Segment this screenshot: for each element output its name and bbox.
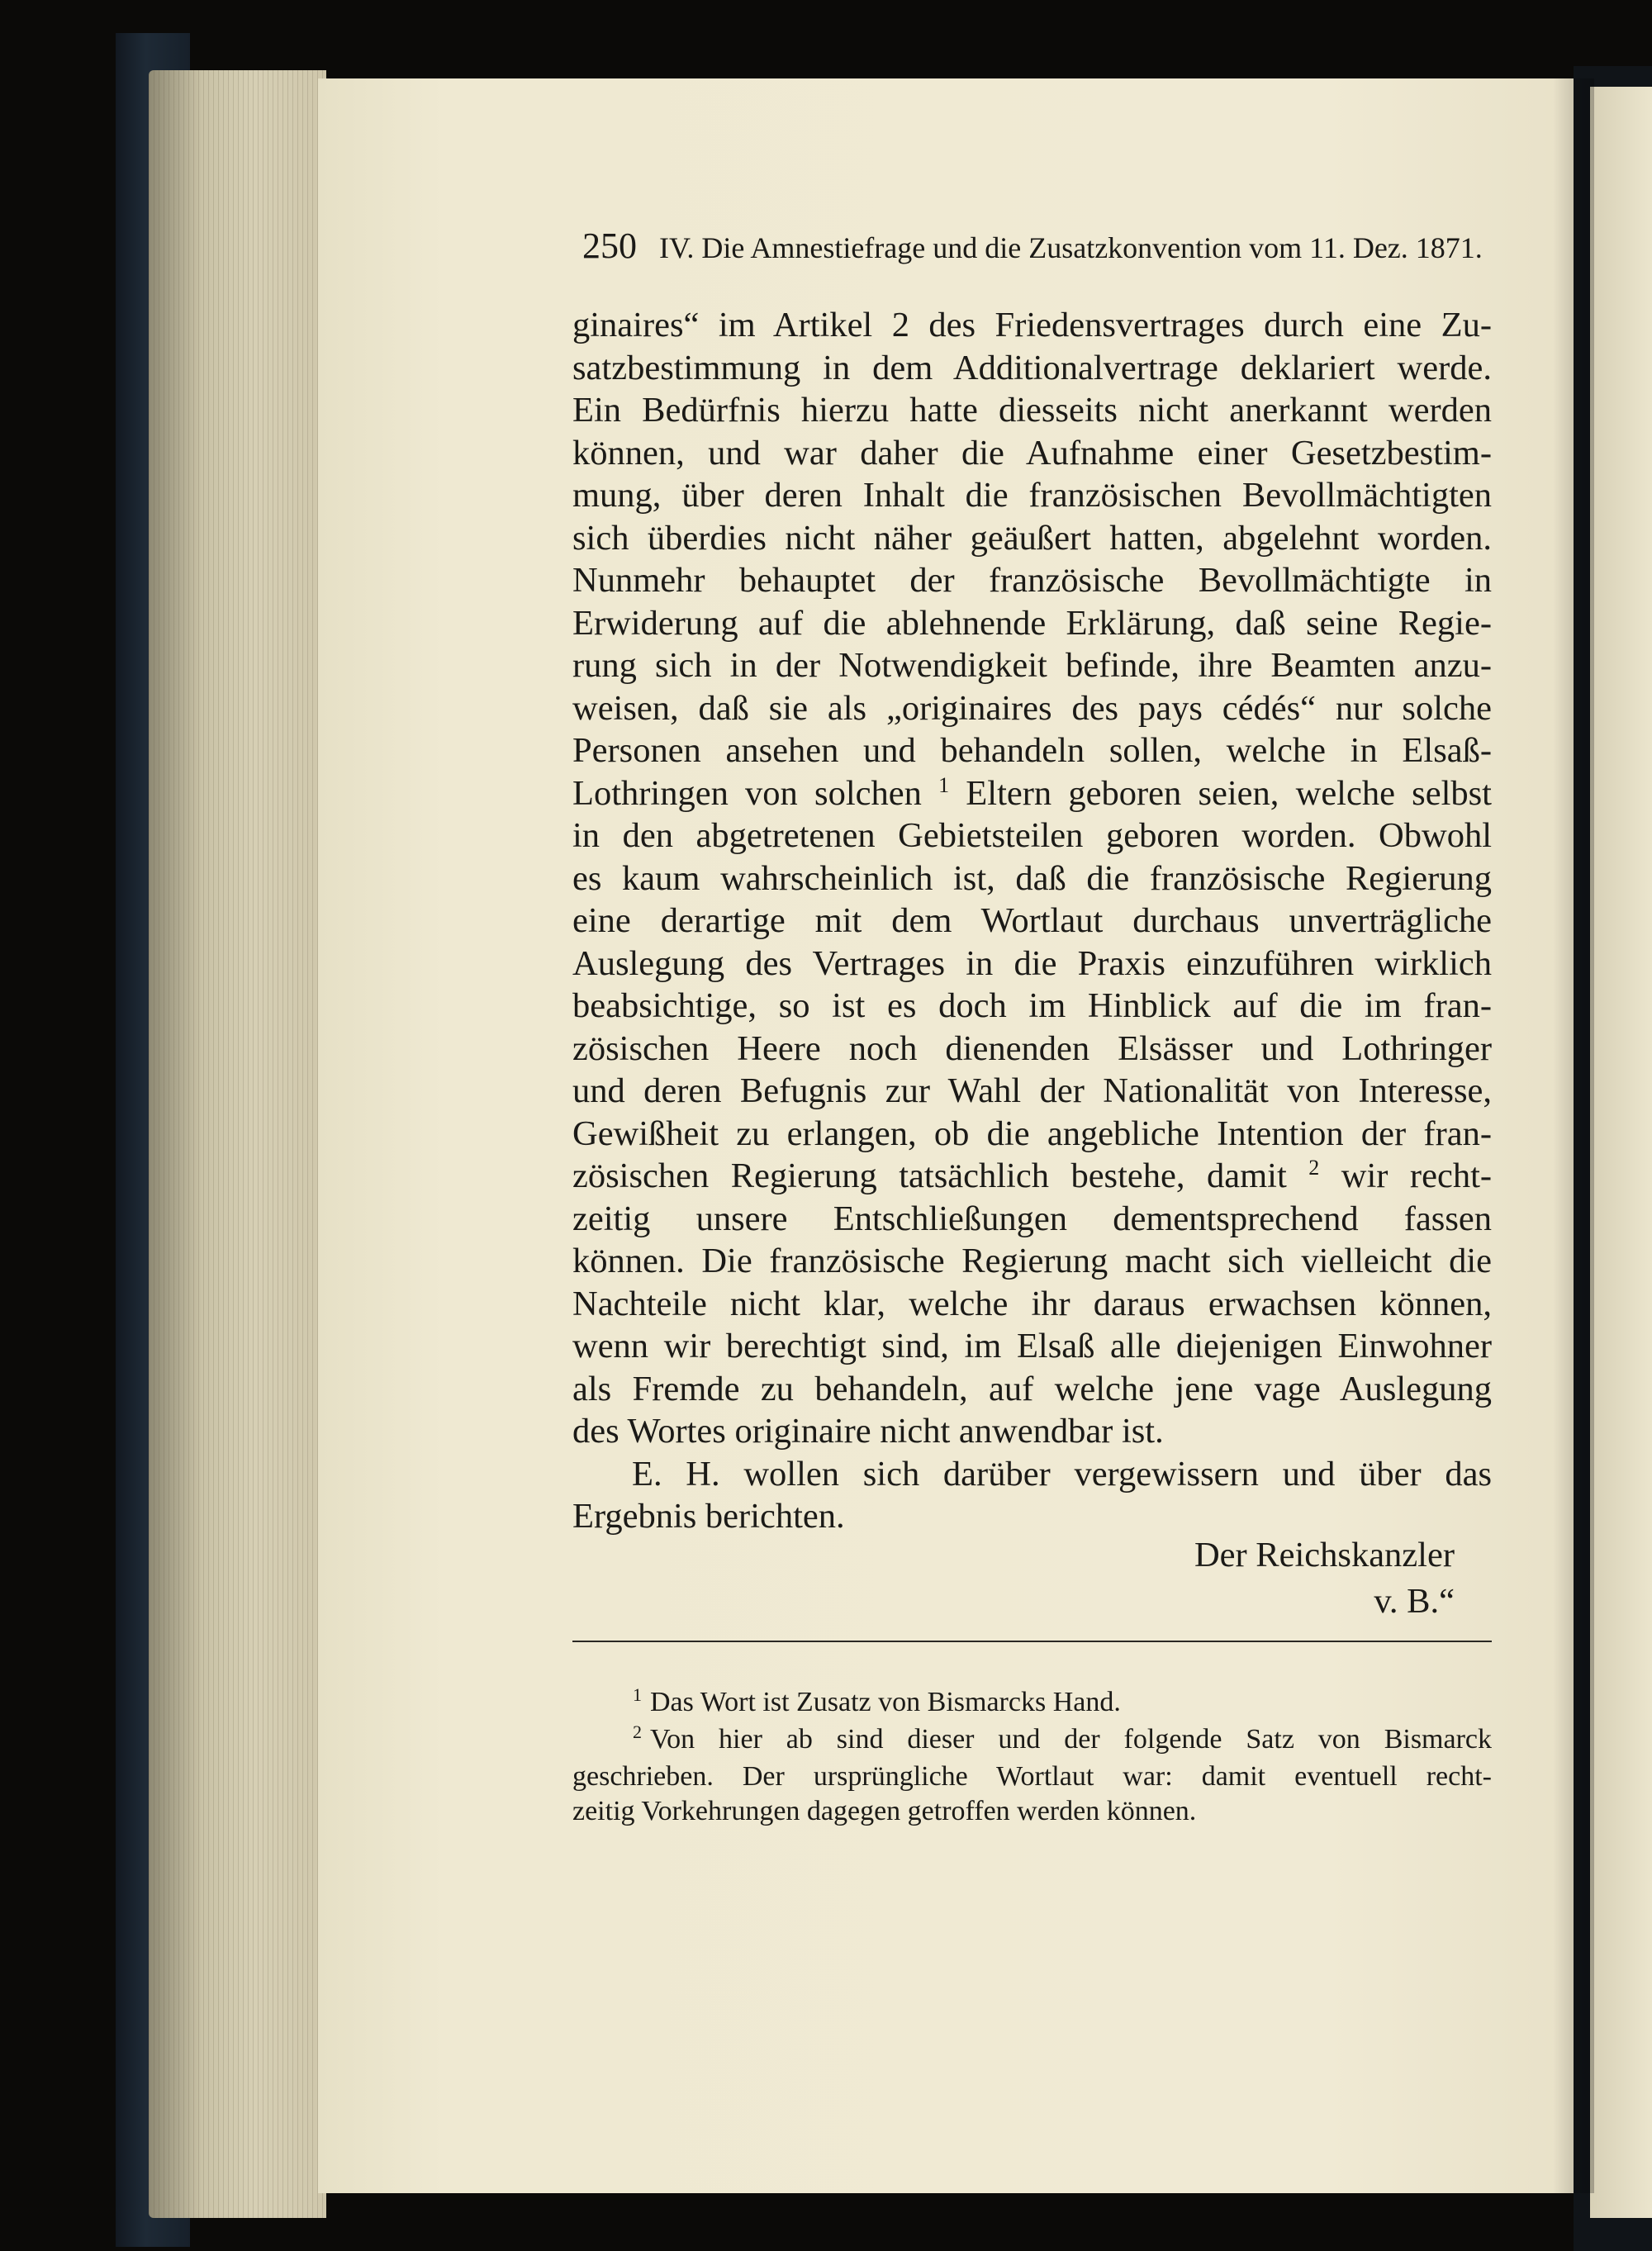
text-line: mung, über deren Inhalt die französischen Bevollmächtigten — [572, 476, 1492, 515]
text-line-with-footnote-ref — [572, 1155, 1492, 1198]
text-line: Nachteile nicht klar, welche ihr daraus erwachsen können, — [572, 1284, 1492, 1323]
text-line: beabsichtige, so ist es doch im Hinblick auf die im fran- — [572, 986, 1492, 1025]
text-fragment: Eltern geboren seien, welche selbst — [966, 773, 1492, 813]
signature-title: Der Reichskanzler — [1194, 1536, 1455, 1574]
footnote-text: Das Wort ist Zusatz von Bismarcks Hand. — [650, 1687, 1121, 1717]
stacked-page-edges — [149, 70, 326, 2218]
footnote-1 — [572, 1685, 1492, 1722]
text-line: wenn wir berechtigt sind, im Elsaß alle diejenigen Einwohner — [572, 1327, 1492, 1365]
text-line: zösischen Heere noch dienenden Elsässer und Lothringer — [572, 1028, 1492, 1068]
text-line: können. Die französische Regierung macht sich vielleicht die — [572, 1242, 1492, 1280]
text-line: Nunmehr behauptet der französische Bevollmächtigte in — [572, 561, 1492, 600]
text-line: weisen, daß sie als „originaires des pays cédés“ nur solche — [572, 688, 1492, 728]
text-line: eine derartige mit dem Wortlaut durchaus unverträgliche — [572, 901, 1492, 940]
text-line: Ein Bedürfnis hierzu hatte diesseits nicht anerkannt werden — [572, 391, 1492, 430]
signature-initials: v. B.“ — [1374, 1582, 1455, 1621]
text-line: Auslegung des Vertrages in die Praxis einzuführen wirklich — [572, 943, 1492, 983]
signature-block — [572, 1532, 1492, 1625]
text-line: es kaum wahrscheinlich ist, daß die französische Regierung — [572, 858, 1492, 898]
footnote-2-line: geschrieben. Der ursprüngliche Wortlaut war: damit eventuell recht- — [572, 1761, 1492, 1792]
running-head — [582, 225, 1491, 267]
footnote-text: Von hier ab sind dieser und der folgende Satz von Bismarck — [650, 1724, 1492, 1755]
text-line: Ergebnis berichten. — [572, 1497, 845, 1536]
text-line: satzbestimmung in dem Additionalvertrage deklariert werde. — [572, 348, 1492, 387]
footnote-reference-2: 2 — [1308, 1156, 1320, 1180]
text-line: in den abgetretenen Gebietsteilen geboren worden. Obwohl — [572, 816, 1492, 855]
text-fragment: zösischen Regierung tatsächlich bestehe, damit — [572, 1156, 1287, 1195]
text-line-with-footnote-ref — [572, 772, 1492, 815]
text-line: als Fremde zu behandeln, auf welche jene vage Auslegung — [572, 1369, 1492, 1408]
gutter-shadow — [1553, 78, 1594, 2193]
footnote-2-line: zeitig Vorkehrungen dagegen getroffen werden können. — [572, 1796, 1197, 1826]
footnote-mark-2: 2 — [633, 1721, 642, 1742]
text-line: Erwiderung auf die ablehnende Erklärung, daß seine Regie- — [572, 603, 1492, 643]
text-line: des Wortes originaire nicht anwendbar ist. — [572, 1412, 1164, 1451]
footnote-2 — [572, 1722, 1492, 1759]
text-line: ginaires“ im Artikel 2 des Friedensvertrages durch eine Zu- — [572, 306, 1492, 344]
text-line: Personen ansehen und behandeln sollen, welche in Elsaß- — [572, 731, 1492, 770]
facing-page-edge — [1590, 87, 1652, 2218]
body-text — [572, 304, 1492, 1538]
text-line: zeitig unsere Entschließungen dementsprechend fassen — [572, 1199, 1492, 1238]
text-line: rung sich in der Notwendigkeit befinde, ihre Beamten anzu- — [572, 646, 1492, 685]
text-line: können, und war daher die Aufnahme einer Gesetzbestim- — [572, 433, 1492, 473]
text-fragment: Lothringen von solchen — [572, 773, 922, 813]
footnote-divider — [572, 1641, 1492, 1642]
footnote-reference-1: 1 — [938, 772, 950, 797]
running-head-title: IV. Die Amnestiefrage und die Zusatzkonvention vom 11. Dez. 1871. — [659, 231, 1483, 264]
text-line: sich überdies nicht näher geäußert hatten, abgelehnt worden. — [572, 518, 1492, 558]
text-fragment: wir recht- — [1341, 1156, 1493, 1195]
text-line: und deren Befugnis zur Wahl der Nationalität von Interesse, — [572, 1071, 1492, 1110]
page-number: 250 — [582, 226, 637, 266]
text-line: E. H. wollen sich darüber vergewissern und über das — [632, 1454, 1492, 1494]
footnote-mark-1: 1 — [633, 1684, 642, 1705]
text-line: Gewißheit zu erlangen, ob die angebliche Intention der fran- — [572, 1114, 1492, 1153]
footnotes — [572, 1685, 1492, 1829]
